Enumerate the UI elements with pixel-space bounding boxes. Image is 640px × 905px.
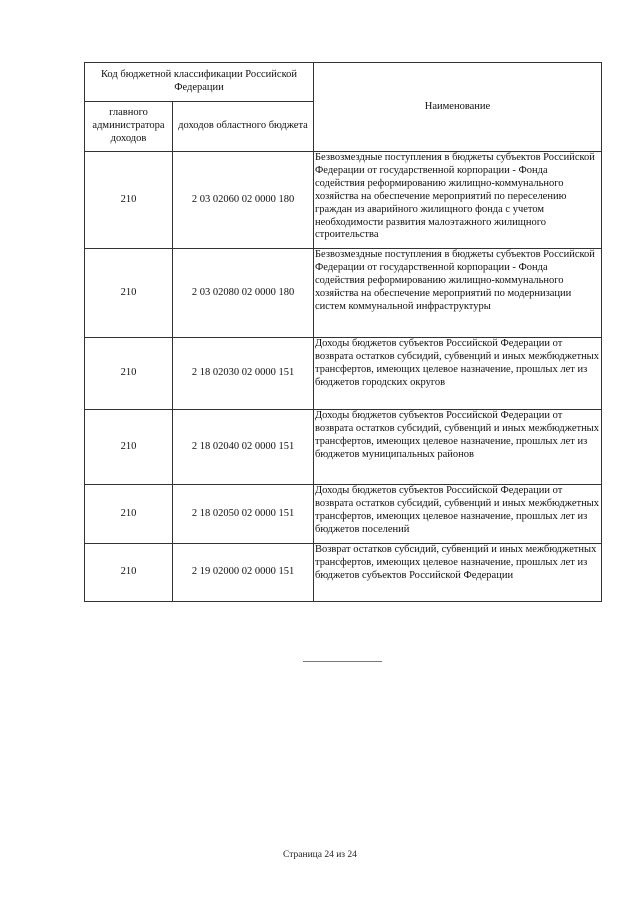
header-name-column: Наименование [314, 63, 602, 152]
row-admin-code: 210 [85, 152, 173, 249]
table-row [85, 152, 602, 249]
row-income-code: 2 19 02000 02 0000 151 [173, 544, 314, 602]
row-income-code: 2 18 02050 02 0000 151 [173, 485, 314, 544]
page-number-footer: Страница 24 из 24 [283, 850, 357, 860]
row-income-code: 2 03 02080 02 0000 180 [173, 249, 314, 338]
header-regional-income-code: доходов областного бюджета [173, 102, 314, 152]
header-budget-code-group: Код бюджетной классификации Российской Федерации [85, 63, 314, 102]
row-income-code: 2 18 02030 02 0000 151 [173, 338, 314, 410]
row-income-code: 2 18 02040 02 0000 151 [173, 410, 314, 485]
row-name: Возврат остатков субсидий, субвенций и иных межбюджетных трансфертов, имеющих целевое назначение, прошлых лет из бюджетов субъектов Российской Федерации [314, 544, 602, 602]
row-admin-code: 210 [85, 544, 173, 602]
row-name: Доходы бюджетов субъектов Российской Федерации от возврата остатков субсидий, субвенций и иных межбюджетных трансфертов, имеющих целевое назначение, прошлых лет из бюджетов поселений [314, 485, 602, 544]
header-main-administrator: главного администратора доходов [85, 102, 173, 152]
table-row [85, 249, 602, 338]
table-row [85, 338, 602, 410]
row-name: Безвозмездные поступления в бюджеты субъектов Российской Федерации от государственной корпорации - Фонда содействия реформированию жилищно-коммунального хозяйства на обеспечение мероприятий по переселению граждан из аварийного жилищного фонда с учетом необходимости развития малоэтажного жилищного строительства [314, 152, 602, 249]
row-admin-code: 210 [85, 410, 173, 485]
table-row [85, 544, 602, 602]
budget-classification-table [84, 62, 602, 602]
table-row [85, 485, 602, 544]
table-header-row-top [85, 63, 602, 102]
row-admin-code: 210 [85, 338, 173, 410]
row-name: Доходы бюджетов субъектов Российской Федерации от возврата остатков субсидий, субвенций и иных межбюджетных трансфертов, имеющих целевое назначение, прошлых лет из бюджетов муниципальных районов [314, 410, 602, 485]
row-admin-code: 210 [85, 485, 173, 544]
row-admin-code: 210 [85, 249, 173, 338]
row-name: Безвозмездные поступления в бюджеты субъектов Российской Федерации от государственной корпорации - Фонда содействия реформированию жилищно-коммунального хозяйства на обеспечение мероприятий по модернизации систем коммунальной инфраструктуры [314, 249, 602, 338]
end-of-document-separator [303, 661, 382, 662]
row-income-code: 2 03 02060 02 0000 180 [173, 152, 314, 249]
table-row [85, 410, 602, 485]
row-name: Доходы бюджетов субъектов Российской Федерации от возврата остатков субсидий, субвенций и иных межбюджетных трансфертов, имеющих целевое назначение, прошлых лет из бюджетов городских округов [314, 338, 602, 410]
